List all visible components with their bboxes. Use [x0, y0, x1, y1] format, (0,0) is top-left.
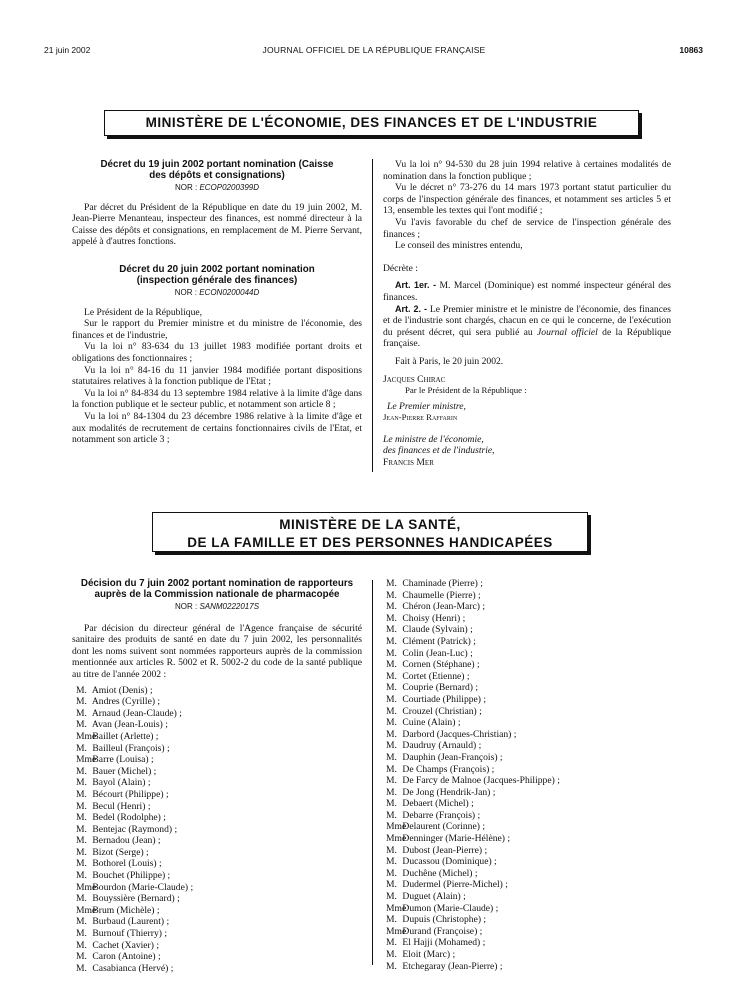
civility: M. [76, 846, 87, 858]
column-divider [372, 159, 373, 472]
nor-label: NOR : [174, 183, 198, 192]
decree2-title: Décret du 20 juin 2002 portant nomination (inspection générale des finances) [119, 263, 315, 286]
civility: M. [76, 916, 87, 928]
rapporteur-entry [386, 961, 674, 973]
civility: M. [386, 659, 397, 671]
rapporteur-name: Bedel (Rodolphe) ; [92, 812, 166, 824]
section2-right-column [386, 578, 674, 972]
rapporteur-name: Casabianca (Hervé) ; [92, 962, 174, 974]
decree2-paragraph: Vu la loi n° 84-16 du 11 janvier 1984 modifiée portant dispositions statutaires relatives à la fonction publique de l'Etat ; [72, 364, 362, 388]
rapporteur-entry [386, 601, 674, 613]
rapporteur-name: Cuine (Alain) ; [402, 717, 461, 729]
rapporteur-entry [386, 833, 674, 845]
decree2-paragraph: Vu la loi n° 84-834 du 13 septembre 1984 relative à la limite d'âge dans la fonction publique et le secteur public, et notamment son article 8 ; [72, 387, 362, 411]
rapporteur-entry [386, 706, 674, 718]
civility: M. [76, 951, 87, 963]
rapporteur-name: Duchêne (Michel) ; [402, 867, 478, 879]
rapporteur-entry [386, 740, 674, 752]
rapporteur-entry [386, 636, 674, 648]
rapporteur-entry [76, 685, 362, 697]
pm-signature: Jean-Pierre Raffarin [383, 412, 458, 423]
decree2-visa: Vu la loi n° 94-530 du 28 juin 1994 relative à certaines modalités de nomination dans la fonction publique ; [383, 159, 671, 182]
rapporteur-entry [76, 905, 362, 917]
rapporteur-entry [76, 928, 362, 940]
rapporteur-name: Colin (Jean-Luc) ; [402, 647, 473, 659]
civility: Mme [76, 730, 97, 742]
nor-label: NOR : [174, 602, 198, 611]
rapporteur-entry [386, 914, 674, 926]
article-1 [383, 280, 671, 303]
rapporteur-name: Clément (Patrick) ; [402, 635, 476, 647]
rapporteur-entry [76, 719, 362, 731]
journal-officiel-ref: Journal officiel [537, 326, 598, 338]
civility: M. [76, 800, 87, 812]
rapporteur-entry [386, 845, 674, 857]
rapporteur-name: Bentejac (Raymond) ; [92, 823, 178, 835]
rapporteur-entry [76, 951, 362, 963]
rapporteur-name: Bécourt (Philippe) ; [92, 788, 169, 800]
civility: M. [386, 647, 397, 659]
decree1-nor [72, 182, 362, 194]
rapporteur-entry [386, 613, 674, 625]
civility: M. [76, 858, 87, 870]
rapporteur-list-left [72, 685, 362, 975]
rapporteur-entry [386, 949, 674, 961]
rapporteur-entry [386, 590, 674, 602]
rapporteur-name: Dupuis (Christophe) ; [402, 914, 487, 926]
ministry-banner-economy: MINISTÈRE DE L'ÉCONOMIE, DES FINANCES ET DE L'INDUSTRIE [104, 110, 639, 136]
minister-title-2: des finances et de l'industrie, [383, 445, 495, 457]
rapporteur-entry [76, 801, 362, 813]
rapporteur-name: Couprie (Bernard) ; [402, 682, 479, 694]
rapporteur-entry [386, 891, 674, 903]
rapporteur-entry [76, 743, 362, 755]
civility: Mme [76, 904, 97, 916]
rapporteur-name: De Jong (Hendrik-Jan) ; [402, 786, 496, 798]
rapporteur-name: Burbaud (Laurent) ; [92, 916, 170, 928]
rapporteur-entry [76, 870, 362, 882]
column-divider [372, 580, 373, 965]
civility: M. [386, 844, 397, 856]
rapporteur-name: Courtiade (Philippe) ; [402, 693, 487, 705]
civility: M. [386, 809, 397, 821]
rapporteur-name: Etchegaray (Jean-Pierre) ; [402, 960, 503, 972]
civility: M. [386, 705, 397, 717]
article-2-label: Art. 2. - [395, 303, 427, 314]
rapporteur-name: Bailleul (François) ; [92, 742, 170, 754]
civility: M. [386, 891, 397, 903]
civility: M. [386, 949, 397, 960]
rapporteur-name: Amiot (Denis) ; [91, 684, 153, 696]
rapporteur-entry [76, 754, 362, 766]
rapporteur-name: Dumon (Marie-Claude) ; [402, 902, 499, 914]
civility: M. [386, 914, 397, 926]
president-signature: Jacques Chirac [383, 373, 446, 385]
rapporteur-entry [76, 777, 362, 789]
decree2-visa: Vu l'avis favorable du chef de service de l'inspection générale des finances ; [383, 216, 671, 240]
rapporteur-entry [386, 879, 674, 891]
rapporteur-entry [76, 940, 362, 952]
rapporteur-name: Andres (Cyrille) ; [91, 696, 161, 708]
rapporteur-entry [386, 810, 674, 822]
rapporteur-name: Bouyssière (Bernard) ; [92, 893, 180, 905]
rapporteur-entry [76, 916, 362, 928]
rapporteur-name: Bernadou (Jean) ; [92, 835, 161, 847]
rapporteur-entry [386, 937, 674, 949]
civility: M. [386, 589, 397, 601]
rapporteur-entry [76, 731, 362, 743]
rapporteur-entry [386, 798, 674, 810]
rapporteur-name: Avan (Jean-Louis) ; [91, 719, 168, 731]
rapporteur-name: Bauer (Michel) ; [92, 765, 157, 777]
civility: M. [76, 870, 87, 882]
civility: M. [76, 893, 87, 905]
rapporteur-entry [386, 903, 674, 915]
civility: M. [386, 960, 397, 972]
rapporteur-name: Duguet (Alain) ; [402, 891, 466, 903]
rapporteur-name: Daudruy (Arnauld) ; [402, 740, 482, 752]
ministry-banner-health [152, 512, 588, 552]
civility: M. [76, 962, 87, 974]
civility: M. [76, 696, 87, 708]
banner-line-1: MINISTÈRE DE LA SANTÉ, [279, 517, 461, 532]
decree1-nor-code: ECOP0200399D [199, 183, 260, 192]
section1-right-column [383, 159, 671, 469]
decree2-paragraph: Sur le rapport du Premier ministre et du ministre de l'économie, des finances et de l'industrie, [72, 318, 362, 341]
civility: M. [386, 717, 397, 729]
rapporteur-name: Brum (Michèle) ; [92, 904, 160, 916]
decree2-nor [72, 287, 362, 299]
decree1-title: Décret du 19 juin 2002 portant nomination (Caisse des dépôts et consignations) [100, 159, 334, 181]
civility: M. [76, 765, 87, 777]
rapporteur-name: Becul (Henri) ; [92, 800, 151, 812]
rapporteur-name: Denninger (Marie-Hélène) ; [402, 833, 511, 845]
civility: Mme [386, 925, 407, 937]
civility: M. [386, 670, 397, 682]
by-president: Par le Président de la République : [405, 385, 527, 396]
rapporteur-name: Debaert (Michel) ; [402, 798, 474, 810]
civility: Mme [386, 902, 407, 914]
decree2-paragraph: Le Président de la République, [84, 306, 203, 318]
civility: M. [386, 635, 397, 647]
section2-left-column [72, 578, 362, 974]
nor-label: NOR : [174, 287, 197, 297]
article-2-end: de la République française. [383, 326, 671, 350]
civility: M. [386, 578, 397, 589]
civility: M. [76, 742, 87, 754]
rapporteur-name: Debarre (François) ; [402, 809, 481, 821]
rapporteur-name: Bothorel (Louis) ; [92, 858, 162, 870]
decree2-visa: Le conseil des ministres entendu, [395, 240, 523, 252]
decision-title: Décision du 7 juin 2002 portant nomination de rapporteurs auprès de la Commission nationale de pharmacopée [80, 578, 354, 600]
rapporteur-name: Ducassou (Dominique) ; [402, 856, 497, 868]
rapporteur-name: De Champs (François) ; [402, 763, 495, 775]
rapporteur-name: Burnouf (Thierry) ; [92, 928, 168, 940]
rapporteur-name: Dudermel (Pierre-Michel) ; [402, 879, 508, 891]
civility: M. [386, 763, 397, 775]
civility: M. [76, 777, 87, 789]
rapporteur-entry [76, 835, 362, 847]
decree2-visa: Vu le décret n° 73-276 du 14 mars 1973 portant statut particulier du corps de l'inspection générale des finances, et notamment ses articles 5 et 13, ensemble les textes qui l'ont modifié ; [383, 182, 671, 217]
civility: M. [386, 867, 397, 879]
rapporteur-name: Baillet (Arlette) ; [92, 730, 159, 742]
civility: Mme [76, 754, 97, 766]
civility: M. [76, 684, 87, 696]
decision-body: Par décision du directeur général de l'Agence française de sécurité sanitaire des produits de santé en date du 7 juin 2002, les personnalités dont les noms suivent sont nommées rapporteurs auprès de la commission mentionnée aux articles R. 5002 et R. 5002-2 du code de la santé publique au titre de l'année 2002 : [72, 622, 362, 680]
civility: M. [386, 786, 397, 798]
decision-nor [72, 601, 362, 613]
civility: Mme [386, 821, 407, 833]
rapporteur-entry [386, 868, 674, 880]
decree2-nor-code: ECON0200044D [199, 287, 260, 297]
rapporteur-name: Crouzel (Christian) ; [402, 705, 482, 717]
rapporteur-entry [386, 821, 674, 833]
civility: M. [76, 823, 87, 835]
rapporteur-name: Delaurent (Corinne) ; [402, 821, 485, 833]
rapporteur-name: Bourdon (Marie-Claude) ; [92, 881, 194, 893]
rapporteur-entry [76, 789, 362, 801]
done-at: Fait à Paris, le 20 juin 2002. [395, 355, 504, 367]
civility: M. [386, 856, 397, 868]
rapporteur-entry [76, 824, 362, 836]
rapporteur-name: El Hajji (Mohamed) ; [402, 937, 486, 949]
rapporteur-entry [386, 648, 674, 660]
rapporteur-name: Durand (Françoise) ; [402, 925, 483, 937]
rapporteur-entry [76, 696, 362, 708]
pm-title: Le Premier ministre, [387, 400, 466, 412]
rapporteur-name: Chéron (Jean-Marc) ; [402, 601, 485, 613]
rapporteur-name: Claude (Sylvain) ; [402, 624, 473, 636]
civility: M. [386, 751, 397, 763]
rapporteur-entry [76, 708, 362, 720]
rapporteur-name: Chaminade (Pierre) ; [402, 578, 483, 589]
rapporteur-name: Barre (Louisa) ; [92, 754, 154, 766]
rapporteur-entry [76, 812, 362, 824]
rapporteur-entry [386, 729, 674, 741]
civility: M. [386, 682, 397, 694]
rapporteur-name: Arnaud (Jean-Claude) ; [91, 707, 182, 719]
rapporteur-entry [76, 882, 362, 894]
rapporteur-entry [386, 682, 674, 694]
rapporteur-name: Bizot (Serge) ; [92, 846, 149, 858]
rapporteur-name: Bayol (Alain) ; [92, 777, 151, 789]
page-number: 10863 [679, 45, 703, 55]
civility: M. [76, 788, 87, 800]
civility: Mme [386, 833, 407, 845]
rapporteur-entry [386, 926, 674, 938]
rapporteur-entry [386, 752, 674, 764]
rapporteur-name: Bouchet (Philippe) ; [92, 870, 171, 882]
rapporteur-name: Chaumelle (Pierre) ; [402, 589, 481, 601]
rapporteur-entry [76, 858, 362, 870]
header-date: 21 juin 2002 [44, 45, 91, 55]
decrete-label: Décrète : [383, 262, 418, 274]
civility: M. [386, 728, 397, 740]
rapporteur-name: Eloit (Marc) ; [402, 949, 456, 960]
decree2-paragraph: Vu la loi n° 83-634 du 13 juillet 1983 modifiée portant droits et obligations des fonctionnaires ; [72, 341, 362, 364]
rapporteur-entry [386, 856, 674, 868]
rapporteur-entry [386, 624, 674, 636]
civility: M. [386, 879, 397, 891]
rapporteur-entry [386, 775, 674, 787]
rapporteur-entry [76, 963, 362, 975]
rapporteur-name: Cachet (Xavier) ; [92, 939, 159, 951]
civility: M. [76, 928, 87, 940]
rapporteur-entry [76, 893, 362, 905]
rapporteur-entry [386, 694, 674, 706]
civility: M. [386, 937, 397, 949]
civility: M. [386, 740, 397, 752]
civility: M. [386, 601, 397, 613]
decree1-body: Par décret du Président de la République en date du 19 juin 2002, M. Jean-Pierre Menanteau, inspecteur des finances, est nommé directeur à la Caisse des dépôts et consignations, en remplacement de M. Pierre Servant, appelé à d'autres fonctions. [72, 201, 362, 248]
civility: M. [386, 693, 397, 705]
civility: M. [386, 775, 397, 787]
rapporteur-name: Caron (Antoine) ; [92, 951, 161, 963]
journal-title: JOURNAL OFFICIEL DE LA RÉPUBLIQUE FRANÇAISE [262, 45, 486, 55]
civility: M. [386, 798, 397, 810]
rapporteur-entry [386, 787, 674, 799]
civility: M. [386, 612, 397, 624]
rapporteur-entry [76, 847, 362, 859]
rapporteur-entry [386, 717, 674, 729]
rapporteur-entry [386, 671, 674, 683]
section1-left-column [72, 159, 362, 446]
civility: Mme [76, 881, 97, 893]
minister-signature: Francis Mer [383, 457, 434, 469]
rapporteur-entry [386, 659, 674, 671]
minister-title-1: Le ministre de l'économie, [383, 433, 484, 445]
civility: M. [76, 939, 87, 951]
rapporteur-name: Dauphin (Jean-François) ; [402, 751, 503, 763]
article-2 [383, 304, 671, 350]
civility: M. [386, 624, 397, 636]
article-1-text: M. Marcel (Dominique) est nommé inspecteur général des finances. [383, 280, 672, 303]
rapporteur-entry [386, 578, 674, 590]
rapporteur-name: Choisy (Henri) ; [402, 612, 466, 624]
rapporteur-list-right [386, 578, 674, 972]
rapporteur-name: Darbord (Jacques-Christian) ; [402, 728, 517, 740]
article-1-label: Art. 1er. - [395, 280, 437, 291]
civility: M. [76, 719, 87, 731]
civility: M. [76, 812, 87, 824]
article-2-text: Le Premier ministre et le ministre de l'économie, des finances et de l'industrie sont chargés, chacun en ce qui le concerne, de l'exécution du présent décret, qui sera publié au [383, 303, 671, 338]
decree2-paragraph: Vu la loi n° 84-1304 du 23 décembre 1986 relative à la limite d'âge et aux modalités de recrutement de certains fonctionnaires civils de l'Etat, et notamment son article 3 ; [72, 410, 362, 446]
rapporteur-entry [76, 766, 362, 778]
decision-nor-code: SANM0222017S [199, 602, 260, 611]
civility: M. [76, 707, 87, 719]
rapporteur-name: De Farcy de Malnoe (Jacques-Philippe) ; [402, 775, 560, 787]
civility: M. [76, 835, 87, 847]
rapporteur-name: Dubost (Jean-Pierre) ; [402, 844, 488, 856]
banner-line-2: DE LA FAMILLE ET DES PERSONNES HANDICAPÉES [187, 535, 553, 550]
rapporteur-name: Cornen (Stéphane) ; [402, 659, 480, 671]
rapporteur-entry [386, 764, 674, 776]
rapporteur-name: Cortet (Etienne) ; [402, 670, 470, 682]
